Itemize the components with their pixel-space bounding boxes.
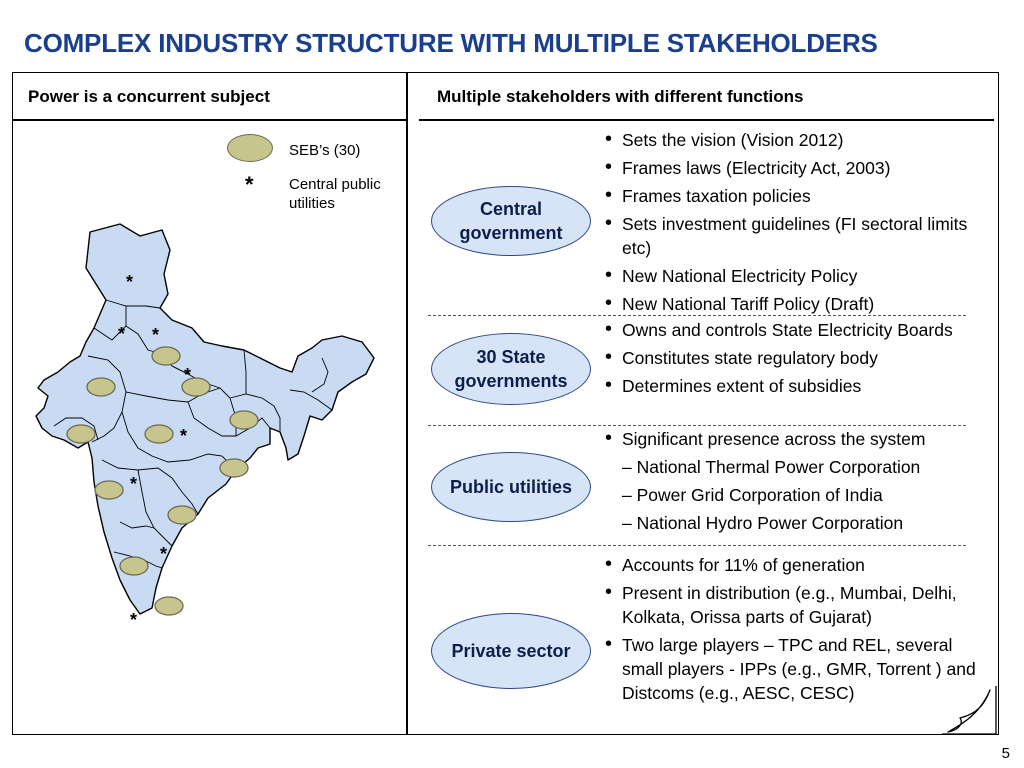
utility-star: * xyxy=(130,474,138,494)
seb-oval xyxy=(87,378,115,396)
function-item: • Present in distribution (e.g., Mumbai, Delhi, Kolkata, Orissa parts of Gujarat) xyxy=(603,581,988,629)
private-sector-ellipse xyxy=(431,613,591,689)
seb-oval xyxy=(67,425,95,443)
public-utilities-label: Public utilities xyxy=(449,477,573,497)
utility-legend-line1: Central public xyxy=(289,176,381,193)
utility-legend-label xyxy=(289,175,381,213)
function-item: • Accounts for 11% of generation xyxy=(603,553,988,577)
seb-oval xyxy=(168,506,196,524)
seb-oval xyxy=(155,597,183,615)
function-item: • Frames laws (Electricity Act, 2003) xyxy=(603,156,988,180)
function-item: • Determines extent of subsidies xyxy=(603,374,988,398)
state-governments-line1: 30 State xyxy=(476,347,546,367)
seb-oval xyxy=(145,425,173,443)
private-sector-label: Private sector xyxy=(451,641,571,661)
central-government-ellipse xyxy=(431,186,591,256)
state-governments-line2: governments xyxy=(454,371,568,391)
seb-oval xyxy=(220,459,248,477)
seb-oval xyxy=(120,557,148,575)
function-item: • Two large players – TPC and REL, several small players - IPPs (e.g., GMR, Torrent ) and Distcoms (e.g., AESC, CESC) xyxy=(603,633,988,705)
seb-oval xyxy=(230,411,258,429)
utility-star: * xyxy=(160,544,168,564)
section-separator xyxy=(428,425,966,426)
central-government-line2: government xyxy=(459,223,563,243)
page-number: 5 xyxy=(1001,745,1010,762)
folded-corner-decoration xyxy=(940,684,998,736)
right-heading: Multiple stakeholders with different functions xyxy=(437,87,804,106)
public-utilities-ellipse xyxy=(431,452,591,522)
function-item: • Owns and controls State Electricity Boards xyxy=(603,318,988,342)
function-item: • Frames taxation policies xyxy=(603,184,988,208)
left-heading-rule xyxy=(12,119,408,121)
function-item: • Sets the vision (Vision 2012) xyxy=(603,128,988,152)
function-item: • Constitutes state regulatory body xyxy=(603,346,988,370)
left-heading: Power is a concurrent subject xyxy=(28,87,270,106)
india-map xyxy=(22,222,402,732)
central-government-line1: Central xyxy=(479,199,542,219)
utility-company: – Power Grid Corporation of India xyxy=(622,485,883,505)
seb-legend-label: SEB’s (30) xyxy=(289,142,361,159)
utility-star: * xyxy=(118,324,126,344)
column-divider xyxy=(406,72,408,735)
right-heading-rule xyxy=(419,119,994,121)
utility-star: * xyxy=(184,365,192,385)
state-governments-functions xyxy=(603,318,988,402)
public-utilities-functions xyxy=(603,427,988,539)
function-item: • New National Electricity Policy xyxy=(603,264,988,288)
state-governments-ellipse xyxy=(431,333,591,405)
seb-legend-oval xyxy=(227,134,273,162)
section-separator xyxy=(428,545,966,546)
utility-star: * xyxy=(126,272,134,292)
function-item: • Sets investment guidelines (FI sectoral limits etc) xyxy=(603,212,988,260)
utility-company: – National Hydro Power Corporation xyxy=(622,513,904,533)
utility-company: – National Thermal Power Corporation xyxy=(622,457,921,477)
india-outline xyxy=(36,224,374,614)
central-government-functions xyxy=(603,128,988,320)
utility-star: * xyxy=(152,325,160,345)
utility-star: * xyxy=(130,610,138,630)
private-sector-functions xyxy=(603,553,988,709)
utility-star: * xyxy=(180,426,188,446)
seb-oval xyxy=(152,347,180,365)
function-item: • New National Tariff Policy (Draft) xyxy=(603,292,988,316)
utility-legend-line2: utilities xyxy=(289,195,335,212)
seb-oval xyxy=(95,481,123,499)
utility-legend-star: * xyxy=(245,172,254,197)
page-title: COMPLEX INDUSTRY STRUCTURE WITH MULTIPLE STAKEHOLDERS xyxy=(24,28,878,58)
function-item: • Significant presence across the system xyxy=(603,427,988,451)
